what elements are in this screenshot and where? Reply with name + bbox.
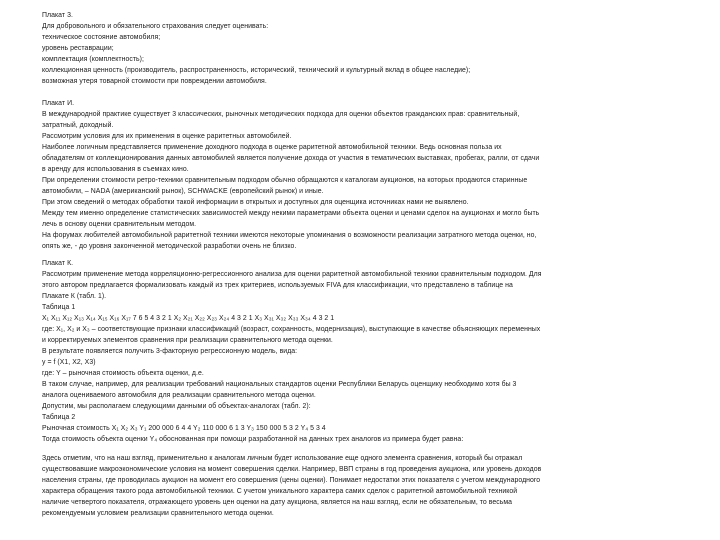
text-line: Рассмотрим условия для их применения в оценке раритетных автомобилей.	[42, 131, 292, 140]
table-caption: Таблица 1	[42, 302, 76, 311]
text-line: аналога оцениваемого автомобиля для реализации сравнительного метода оценки.	[42, 390, 316, 399]
text-line: комплектация (комплектность);	[42, 54, 144, 63]
text-line: Здесь отметим, что на наш взгляд, применительно к аналогам личным будет использование еще одного элемента сравнения, который бы отражал	[42, 453, 523, 462]
text-line: уровень реставрации;	[42, 43, 114, 52]
text-line: характера обращения такого рода автомобильной техники. С учетом уникального характера самих сделок с раритетной автомобильной техникой	[42, 486, 518, 495]
text-line: этого автором предлагается формализовать каждый из трех критериев, используемых FIVA для классификации, что представлено в таблице на	[42, 280, 513, 289]
text-line: существовавшие макроэкономические условия на момент совершения сделки. Например, ВВП страны в год проведения аукциона, или уровень доходов	[42, 464, 542, 473]
text-line: Между тем именно определение статистических зависимостей между некими параметрами объекта оценки и ценами сделок на аукционах и могло быть	[42, 208, 540, 217]
text-line: наличие четвертого показателя, отражающего уровень цен оценки на дату аукциона, является на наш взгляд, если не обязательным, то весьма	[42, 497, 513, 506]
text-line: автомобили, – NADA (американский рынок), SCHWACKE (европейский рынок) и иные.	[42, 186, 324, 195]
section-title: Плакат 3.	[42, 10, 73, 19]
formula: y = f (X1, X2, X3)	[42, 357, 96, 366]
text-line: Рассмотрим применение метода корреляционно-регрессионного анализа для оценки раритетной автомобильной техники сравнительным подходом. Для	[42, 269, 542, 278]
text-line: Тогда стоимость объекта оценки Y₄ обоснованная при помощи разработанной на данных трех аналогов из примера будет равна:	[42, 434, 464, 443]
text-line: Наиболее логичным представляется применение доходного подхода в оценке раритетной автомобильной техники. Ведь основная польза их	[42, 142, 502, 151]
text-line: где: X₁, X₂ и X₃ – соответствующие признаки классификаций (возраст, сохранность, модернизация), выступающие в качестве объясняющих переменных	[42, 324, 541, 333]
text-line: рекомендуемым условием реализации сравнительного метода оценки.	[42, 508, 274, 517]
text-line: затратный, доходный.	[42, 120, 114, 129]
text-line: При этом сведений о методах обработки такой информации в открытых и доступных для оценщика источниках нами не выявлено.	[42, 197, 469, 206]
table-2-row: Рыночная стоимость X₁ X₂ X₃ Y₁ 200 000 6 4 4 Y₂ 110 000 6 1 3 Y₃ 150 000 5 3 2 Y₄ 5 3 4	[42, 423, 326, 432]
table-caption: Таблица 2	[42, 412, 76, 421]
text-line: При определении стоимости ретро-техники сравнительным подходом обычно обращаются к каталогам аукционов, на которых продаются старинные	[42, 175, 528, 184]
text-line: Допустим, мы располагаем следующими данными об объектах-аналогах (табл. 2):	[42, 401, 311, 410]
text-line: В таком случае, например, для реализации требований национальных стандартов оценки Республики Беларусь оценщику необходимо хотя бы 3	[42, 379, 517, 388]
text-line: где: Y – рыночная стоимость объекта оценки, д.е.	[42, 368, 204, 377]
text-line: возможная утеря товарной стоимости при повреждении автомобиля.	[42, 76, 267, 85]
text-line: В результате появляется получить 3-факторную регрессионную модель, вида:	[42, 346, 298, 355]
text-line: лечь в основу оценки сравнительным методом.	[42, 219, 197, 228]
text-line: В международной практике существует 3 классических, рыночных методических подхода для оценки объектов гражданских прав: сравнительный,	[42, 109, 520, 118]
text-line: и корректируемых элементов сравнения при реализации сравнительного метода оценки.	[42, 335, 333, 344]
text-line: обладателям от коллекционирования данных автомобилей является получение дохода от участия в тематических выставках, пробегах, ралли, от сдачи	[42, 153, 540, 162]
text-line: техническое состояние автомобиля;	[42, 32, 161, 41]
text-line: в аренду для использования в съемках кино.	[42, 164, 189, 173]
text-line: Плакате К (табл. 1).	[42, 291, 107, 300]
text-line: На форумах любителей автомобильной раритетной техники имеются некоторые упоминания о возможности реализации затратного метода оценки, но,	[42, 230, 537, 239]
section-title: Плакат К.	[42, 258, 74, 267]
text-line: коллекционная ценность (производитель, распространенность, исторический, технический и культурный вклад в общее наследие);	[42, 65, 471, 74]
table-1-row: X₁ X₁₁ X₁₂ X₁₃ X₁₄ X₁₅ X₁₆ X₁₇ 7 6 5 4 3 2 1 X₂ X₂₁ X₂₂ X₂₃ X₂₄ 4 3 2 1 X₃ X₃₁ X₃₂ X₃₃ X₃₄ 4 3 2 1	[42, 313, 335, 322]
text-line: опять же, - до уровня законченной методической разработки очень не близко.	[42, 241, 297, 250]
text-line: населения страны, где проводилась аукцион на момент его совершения (цены оценки). Понимает недостатки этих показателя с учетом международного	[42, 475, 541, 484]
section-title: Плакат И.	[42, 98, 75, 107]
text-line: Для добровольного и обязательного страхования следует оценивать:	[42, 21, 269, 30]
